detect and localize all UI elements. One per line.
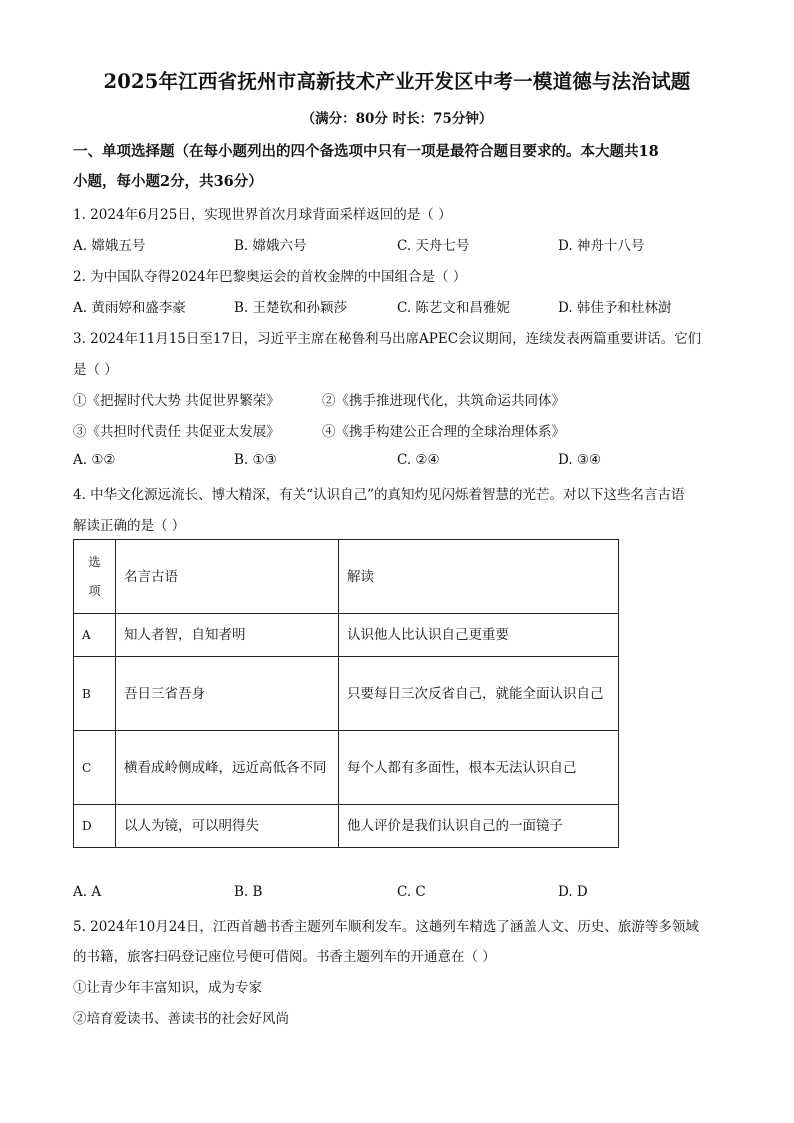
q4-option-d[interactable]: D. D xyxy=(558,884,588,900)
table-cell-quote: 知人者智，自知者明 xyxy=(116,614,339,657)
table-cell-key: B xyxy=(74,657,116,731)
q2-stem: 2. 为中国队夺得2024年巴黎奥运会的首枚金牌的中国组合是（ ） xyxy=(73,269,467,285)
section-heading-line1: 一、单项选择题（在每小题列出的四个备选项中只有一项是最符合题目要求的。本大题共18 xyxy=(73,143,659,160)
table-cell-key: D xyxy=(74,805,116,848)
exam-subtitle: （满分：80分 时长：75分钟） xyxy=(301,111,493,127)
table-cell-key: A xyxy=(74,614,116,657)
q2-option-c[interactable]: C. 陈艺文和昌雅妮 xyxy=(397,300,510,316)
table-row xyxy=(74,614,619,657)
q5-item-2: ②培育爱读书、善读书的社会好风尚 xyxy=(73,1011,289,1027)
q1-option-c[interactable]: C. 天舟七号 xyxy=(397,238,470,254)
exam-title: 2025年江西省抚州市高新技术产业开发区中考一模道德与法治试题 xyxy=(103,70,691,93)
q3-stem-line1: 3. 2024年11月15日至17日，习近平主席在秘鲁利马出席APEC会议期间，连续发表两篇重要讲话。它们 xyxy=(73,331,702,347)
q3-item-2: ②《携手推进现代化，共筑命运共同体》 xyxy=(322,393,565,409)
table-header-key-line2: 项 xyxy=(88,583,101,598)
table-cell-explain: 认识他人比认识自己更重要 xyxy=(339,614,619,657)
table-row xyxy=(74,657,619,731)
q5-item-1: ①让青少年丰富知识，成为专家 xyxy=(73,980,262,996)
table-cell-key: C xyxy=(74,731,116,805)
q5-stem-line2: 的书籍，旅客扫码登记座位号便可借阅。书香主题列车的开通意在（ ） xyxy=(73,949,496,965)
q1-option-d[interactable]: D. 神舟十八号 xyxy=(558,238,645,254)
q3-stem-line2: 是（ ） xyxy=(73,362,118,378)
table-header-key-line1: 选 xyxy=(88,554,101,569)
q3-option-b[interactable]: B. ①③ xyxy=(234,452,277,468)
table-cell-explain: 只要每日三次反省自己，就能全面认识自己 xyxy=(339,657,619,731)
q4-table xyxy=(73,539,619,848)
table-cell-explain: 他人评价是我们认识自己的一面镜子 xyxy=(339,805,619,848)
q3-option-a[interactable]: A. ①② xyxy=(73,452,116,468)
q3-item-3: ③《共担时代责任 共促亚太发展》 xyxy=(73,424,280,440)
table-cell-quote: 以人为镜，可以明得失 xyxy=(116,805,339,848)
table-header-quote: 名言古语 xyxy=(116,540,339,614)
q2-option-a[interactable]: A. 黄雨婷和盛李豪 xyxy=(73,300,186,316)
table-header-row xyxy=(74,540,619,614)
q3-option-d[interactable]: D. ③④ xyxy=(558,452,602,468)
q3-item-1: ①《把握时代大势 共促世界繁荣》 xyxy=(73,393,280,409)
q2-option-b[interactable]: B. 王楚钦和孙颖莎 xyxy=(234,300,348,316)
q4-stem-line1: 4. 中华文化源远流长、博大精深，有关“认识自己”的真知灼见闪烁着智慧的光芒。对以下这些名言古语 xyxy=(73,487,685,503)
q4-option-b[interactable]: B. B xyxy=(234,884,263,900)
q3-item-4: ④《携手构建公正合理的全球治理体系》 xyxy=(322,424,565,440)
table-cell-explain: 每个人都有多面性，根本无法认识自己 xyxy=(339,731,619,805)
q2-option-d[interactable]: D. 韩佳予和杜林澍 xyxy=(558,300,672,316)
table-header-key xyxy=(74,540,116,614)
q4-option-c[interactable]: C. C xyxy=(397,884,426,900)
q1-option-a[interactable]: A. 嫦娥五号 xyxy=(73,238,146,254)
table-cell-quote: 横看成岭侧成峰，远近高低各不同 xyxy=(116,731,339,805)
q1-option-b[interactable]: B. 嫦娥六号 xyxy=(234,238,307,254)
q1-stem: 1. 2024年6月25日，实现世界首次月球背面采样返回的是（ ） xyxy=(73,207,452,223)
q4-option-a[interactable]: A. A xyxy=(73,884,102,900)
table-row xyxy=(74,731,619,805)
table-row xyxy=(74,805,619,848)
table-cell-quote: 吾日三省吾身 xyxy=(116,657,339,731)
section-heading-line2: 小题，每小题2分，共36分） xyxy=(73,173,263,190)
q4-stem-line2: 解读正确的是（ ） xyxy=(73,518,186,534)
table-header-explain: 解读 xyxy=(339,540,619,614)
q3-option-c[interactable]: C. ②④ xyxy=(397,452,440,468)
q5-stem-line1: 5. 2024年10月24日，江西首趟书香主题列车顺利发车。这趟列车精选了涵盖人文、历史、旅游等多领域 xyxy=(73,919,699,935)
